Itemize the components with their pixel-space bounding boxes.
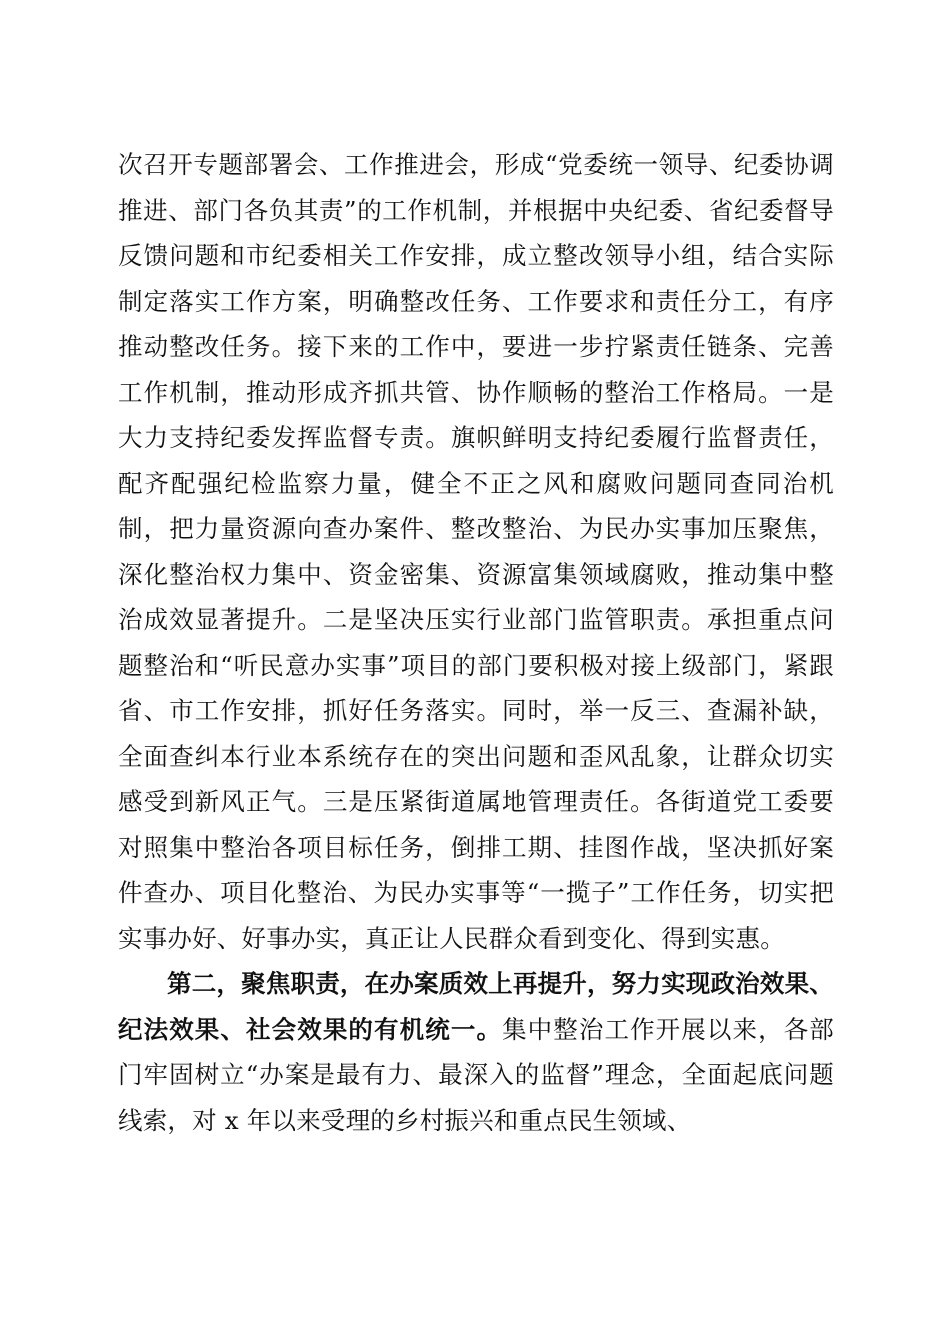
paragraph-2-body: 集中整治工作开展以来，各部门牢固树立“办案是最有力、最深入的监督”理念，全面起底问题线索，对 x 年以来受理的乡村振兴和重点民生领域、 xyxy=(118,1014,835,1135)
paragraph-2 xyxy=(118,961,834,1143)
paragraph-1: 次召开专题部署会、工作推进会，形成“党委统一领导、纪委协调推进、部门各负其责”的工作机制，并根据中央纪委、省纪委督导反馈问题和市纪委相关工作安排，成立整改领导小组，结合实际制定落实工作方案，明确整改任务、工作要求和责任分工，有序推动整改任务。接下来的工作中，要进一步拧紧责任链条、完善工作机制，推动形成齐抓共管、协作顺畅的整治工作格局。一是大力支持纪委发挥监督专责。旗帜鲜明支持纪委履行监督责任，配齐配强纪检监察力量，健全不正之风和腐败问题同查同治机制，把力量资源向查办案件、整改整治、为民办实事加压聚焦，深化整治权力集中、资金密集、资源富集领域腐败，推动集中整治成效显著提升。二是坚决压实行业部门监管职责。承担重点问题整治和“听民意办实事”项目的部门要积极对接上级部门，紧跟省、市工作安排，抓好任务落实。同时，举一反三、查漏补缺，全面查纠本行业本系统存在的突出问题和歪风乱象，让群众切实感受到新风正气。三是压紧街道属地管理责任。各街道党工委要对照集中整治各项目标任务，倒排工期、挂图作战，坚决抓好案件查办、项目化整治、为民办实事等“一揽子”工作任务，切实把实事办好、好事办实，真正让人民群众看到变化、得到实惠。 xyxy=(118,150,834,953)
paragraph-2-heading: 第二，聚焦职责，在办案质效上再提升，努力实现政治效果、纪法效果、社会效果的有机统一。 xyxy=(118,969,834,1044)
document-body xyxy=(118,142,834,1143)
